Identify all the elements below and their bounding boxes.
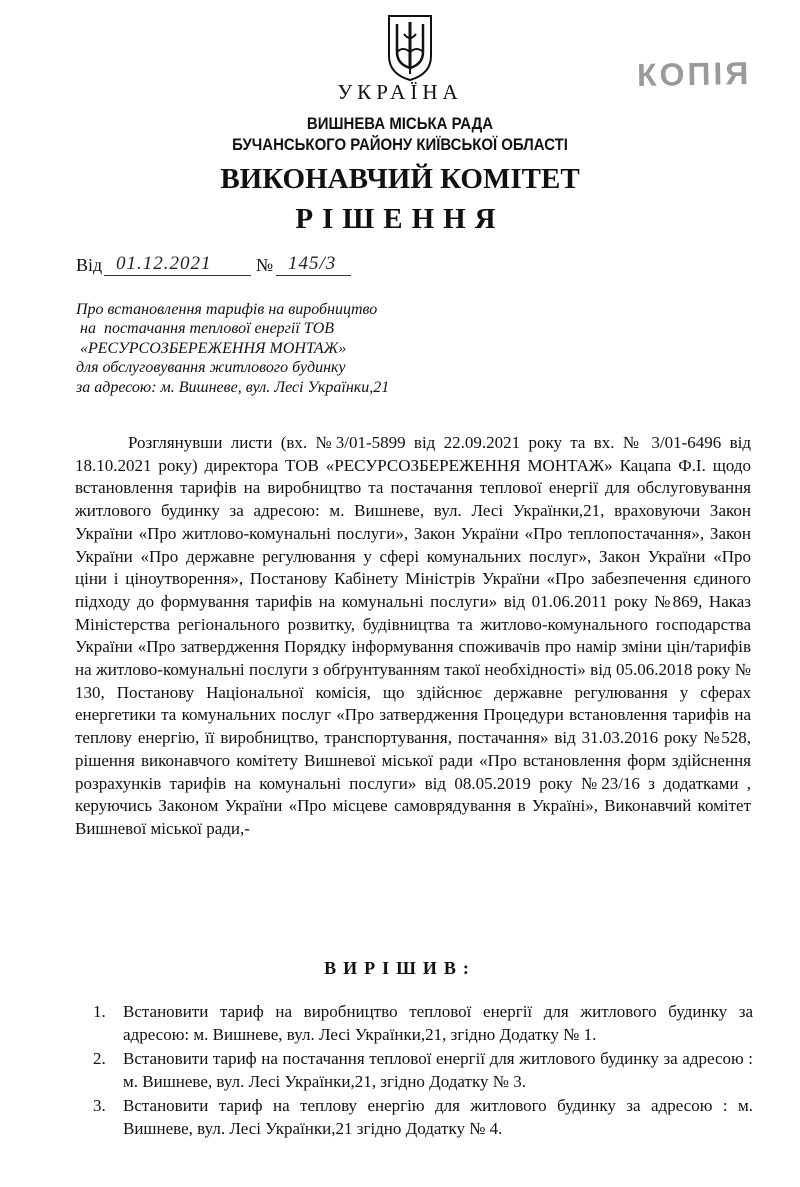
preamble xyxy=(75,432,751,841)
number-label: № xyxy=(256,255,274,275)
committee-title: ВИКОНАВЧИЙ КОМІТЕТ xyxy=(220,163,580,195)
copy-stamp: КОПІЯ xyxy=(636,55,752,93)
subject-line: на постачання теплової енергії ТОВ xyxy=(76,320,335,338)
resolution-number: 1. xyxy=(93,1002,106,1021)
subject-line: для обслуговування житлового будинку xyxy=(76,359,346,377)
resolution-item xyxy=(93,1001,753,1046)
decision-number: 145/3 xyxy=(288,253,337,274)
council-name-line1: ВИШНЕВА МІСЬКА РАДА xyxy=(306,114,494,133)
country-name: УКРАЇНА xyxy=(337,80,463,104)
resolution-text: Встановити тариф на виробництво теплової енергії для житлового будинку за адресою: м. Вишневе, вул. Лесі Українки,21, згідно Додатку № 1. xyxy=(123,1002,753,1044)
resolution-text: Встановити тариф на теплову енергію для житлового будинку за адресою : м. Вишневе, вул. Лесі Українки,21 згідно Додатку № 4. xyxy=(123,1096,753,1138)
preamble-text: Розглянувши листи (вх. №3/01-5899 від 22.09.2021 року та вх. № 3/01-6496 від 18.10.2021 року) директора ТОВ «РЕСУРСОЗБЕРЕЖЕННЯ МОНТАЖ» Кацапа Ф.І. щодо встановлення тарифів на виробництво та постачання теплової енергії для обслуговування житлового будинку за адресою: м. Вишневе, вул. Лесі Українки,21, враховуючи Закон України «Про житлово-комунальні послуги», Закон України «Про теплопостачання», Закон України «Про державне регулювання у сфері комунальних послуг», Закон України «Про ціни і ціноутворення», Постанову Кабінету Міністрів України «Про забезпечення єдиного підходу до формування тарифів на комунальні послуги» від 01.06.2011 року №869, Наказ Міністерства регіонального розвитку, будівництва та житлово-комунального господарства України «Про затвердження Порядку інформування споживачів про намір зміни цін/тарифів на житлово-комунальні послуги з обґрунтуванням такої необхідності» від 05.06.2018 року № 130, Постанову Національної комісія, що здійснює державне регулювання у сферах енергетики та комунальних послуг «Про затвердження Процедури встановлення тарифів на теплову енергію, її виробництво, транспортування, постачання» від 31.03.2016 року №528, рішення виконавчого комітету Вишневої міської ради «Про встановлення форм здійснення розрахунків тарифів на комунальні послуги» від 08.05.2019 року №23/16 з додатками , керуючись Законом України «Про місцеве самоврядування в Україні», Виконавчий комітет Вишневої міської ради,- xyxy=(75,433,751,838)
council-name-line2: БУЧАНСЬКОГО РАЙОНУ КИЇВСЬКОЇ ОБЛАСТІ xyxy=(232,135,568,154)
date-label: Від xyxy=(76,255,103,275)
resolved-heading: ВИРІШИВ: xyxy=(324,958,476,978)
resolution-item xyxy=(93,1095,753,1140)
subject-line: «РЕСУРСОЗБЕРЕЖЕННЯ МОНТАЖ» xyxy=(76,339,347,357)
resolution-list xyxy=(93,1001,753,1142)
decision-subject xyxy=(76,300,476,397)
resolution-number: 3. xyxy=(93,1096,106,1115)
subject-line: за адресою: м. Вишневе, вул. Лесі Українки,21 xyxy=(76,378,390,396)
resolution-item xyxy=(93,1048,753,1093)
document-type: РІШЕННЯ xyxy=(295,203,505,235)
trident-icon xyxy=(386,12,434,82)
subject-line: Про встановлення тарифів на виробництво xyxy=(76,301,378,318)
resolution-number: 2. xyxy=(93,1049,106,1068)
number-underline xyxy=(276,275,351,276)
decision-date: 01.12.2021 xyxy=(116,253,212,274)
date-underline xyxy=(104,275,251,276)
resolution-text: Встановити тариф на постачання теплової енергії для житлового будинку за адресою : м. Вишневе, вул. Лесі Українки,21, згідно Додатку № 3. xyxy=(123,1049,753,1091)
